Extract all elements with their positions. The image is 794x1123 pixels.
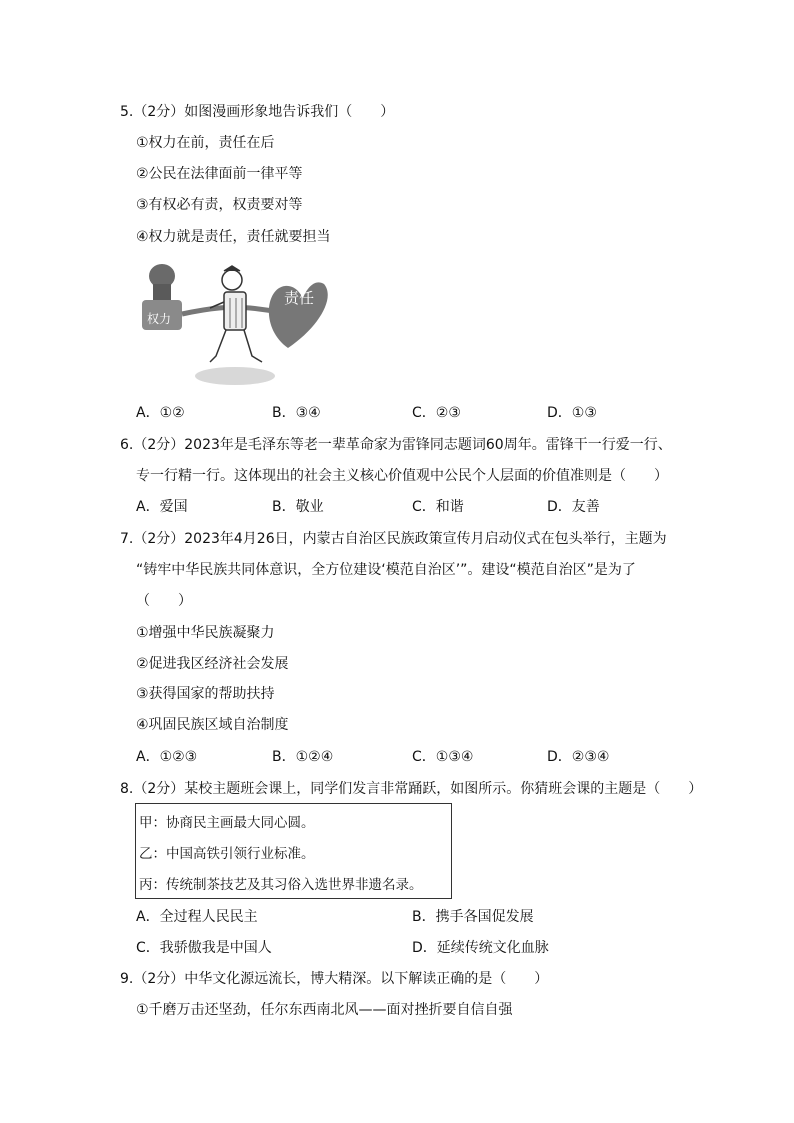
q6-option-c: C．和谐	[412, 499, 464, 515]
q8-box-line-1: 甲：协商民主画最大同心圆。	[139, 815, 315, 831]
q8-option-d: D．延续传统文化血脉	[412, 940, 549, 956]
q5-cartoon	[140, 258, 330, 390]
q7-item-2: ②促进我区经济社会发展	[136, 656, 289, 672]
q6-stem-line-1: 6.（2分）2023年是毛泽东等老一辈革命家为雷锋同志题词60周年。雷锋干一行爱一行、	[120, 437, 672, 453]
q9-stem: 9.（2分）中华文化源远流长，博大精深。以下解读正确的是（ ）	[120, 971, 549, 987]
q8-box-line-3: 丙：传统制茶技艺及其习俗入选世界非遗名录。	[139, 877, 423, 893]
responsibility-heart-icon	[269, 282, 328, 348]
q6-stem-line-2: 专一行精一行。这体现出的社会主义核心价值观中公民个人层面的价值准则是（ ）	[136, 468, 668, 484]
q9-item-1: ①千磨万击还坚劲，任尔东西南北风——面对挫折要自信自强	[136, 1002, 513, 1018]
q5-option-d: D．①③	[547, 405, 597, 421]
q7-stem-line-3: （ ）	[136, 593, 192, 609]
q5-item-1: ①权力在前，责任在后	[136, 135, 275, 151]
q6-option-a: A．爱国	[136, 499, 188, 515]
man-figure-icon	[210, 266, 262, 362]
q8-option-b: B．携手各国促发展	[412, 909, 534, 925]
q7-option-c: C．①③④	[412, 749, 474, 765]
q8-option-a: A．全过程人民民主	[136, 909, 258, 925]
q8-option-c: C．我骄傲我是中国人	[136, 940, 272, 956]
power-stamp-icon	[142, 264, 182, 330]
q5-option-b: B．③④	[272, 405, 321, 421]
q7-stem-line-2: “铸牢中华民族共同体意识，全方位建设‘模范自治区’”。建设“模范自治区”是为了	[136, 562, 636, 578]
q7-stem-line-1: 7.（2分）2023年4月26日，内蒙古自治区民族政策宣传月启动仪式在包头举行，主题为	[120, 531, 667, 547]
q6-option-d: D．友善	[547, 499, 600, 515]
cartoon-label-power: 权力	[147, 312, 172, 326]
q8-speech-box	[135, 803, 452, 899]
q5-item-2: ②公民在法律面前一律平等	[136, 166, 303, 182]
q6-option-b: B．敬业	[272, 499, 324, 515]
q7-option-d: D．②③④	[547, 749, 610, 765]
q8-stem: 8.（2分）某校主题班会课上，同学们发言非常踊跃，如图所示。你猜班会课的主题是（ ）	[120, 781, 703, 797]
ground-shadow	[195, 367, 275, 385]
q5-stem: 5.（2分）如图漫画形象地告诉我们（ ）	[120, 104, 395, 120]
q7-item-3: ③获得国家的帮助扶持	[136, 686, 275, 702]
q8-box-line-2: 乙：中国高铁引领行业标准。	[139, 846, 315, 862]
q7-option-a: A．①②③	[136, 749, 198, 765]
q5-item-4: ④权力就是责任，责任就要担当	[136, 229, 331, 245]
cartoon-label-responsibility: 责任	[284, 289, 315, 307]
q5-option-c: C．②③	[412, 405, 461, 421]
q7-item-4: ④巩固民族区域自治制度	[136, 717, 289, 733]
q5-item-3: ③有权必有责，权责要对等	[136, 197, 303, 213]
q7-item-1: ①增强中华民族凝聚力	[136, 625, 275, 641]
q7-option-b: B．①②④	[272, 749, 334, 765]
q5-option-a: A．①②	[136, 405, 185, 421]
